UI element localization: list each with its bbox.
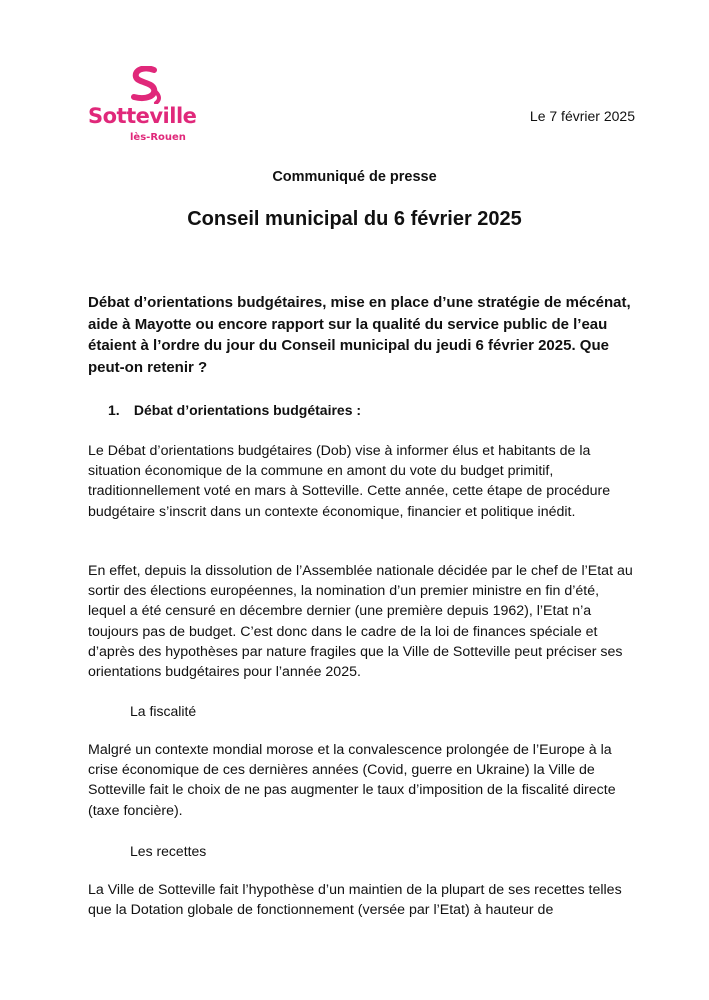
section-heading [108, 402, 361, 418]
logo-subtitle: lès-Rouen [130, 132, 186, 143]
paragraph-fiscalite: Malgré un contexte mondial morose et la convalescence prolongée de l’Europe à la crise économique de ces dernières années (Covid, guerre en Ukraine) la Ville de Sotteville fait le choix de ne pas augmenter le taux d’imposition de la fiscalité directe (taxe foncière). [88, 742, 616, 819]
paragraph-dob-intro: Le Débat d’orientations budgétaires (Dob) vise à informer élus et habitants de la situation économique de la commune en amont du vote du budget primitif, traditionnellement voté en mars à Sotteville. Cette année, cette étape de procédure budgétaire s’inscrit dans un contexte économique, financier et politique inédit. [88, 443, 611, 520]
section-label: Débat d’orientations budgétaires : [133, 402, 362, 418]
subheading-fiscalite: La fiscalité [130, 703, 197, 719]
sotteville-logo [88, 66, 228, 150]
lead-paragraph: Débat d’orientations budgétaires, mise en place d’une stratégie de mécénat, aide à Mayotte ou encore rapport sur la qualité du service public de l’eau étaient à l’ordre du jour du Conseil municipal du jeudi 6 février 2025. Que peut-on retenir ? [88, 294, 631, 376]
page-title: Conseil municipal du 6 février 2025 [187, 208, 522, 230]
logo-symbol-icon [126, 66, 166, 104]
press-release-label: Communiqué de presse [272, 169, 437, 185]
paragraph-context: En effet, depuis la dissolution de l’Assemblée nationale décidée par le chef de l’Etat au sortir des élections européennes, la nomination d’un premier ministre en fin d’été, lequel a été censuré en décembre dernier (une première depuis 1962), l’Etat n’a toujours pas de budget. C’est donc dans le cadre de la loi de finances spéciale et d’après des hypothèses par nature fragiles que la Ville de Sotteville peut préciser ses orientations budgétaires pour l’année 2025. [88, 563, 633, 681]
logo-wordmark: Sotteville [88, 104, 197, 128]
document-date: Le 7 février 2025 [529, 108, 635, 124]
subheading-recettes: Les recettes [130, 843, 207, 859]
section-number: 1. [108, 402, 120, 418]
paragraph-recettes: La Ville de Sotteville fait l’hypothèse d’un maintien de la plupart de ses recettes telles que la Dotation globale de fonctionnement (versée par l’Etat) à hauteur de [88, 882, 622, 919]
